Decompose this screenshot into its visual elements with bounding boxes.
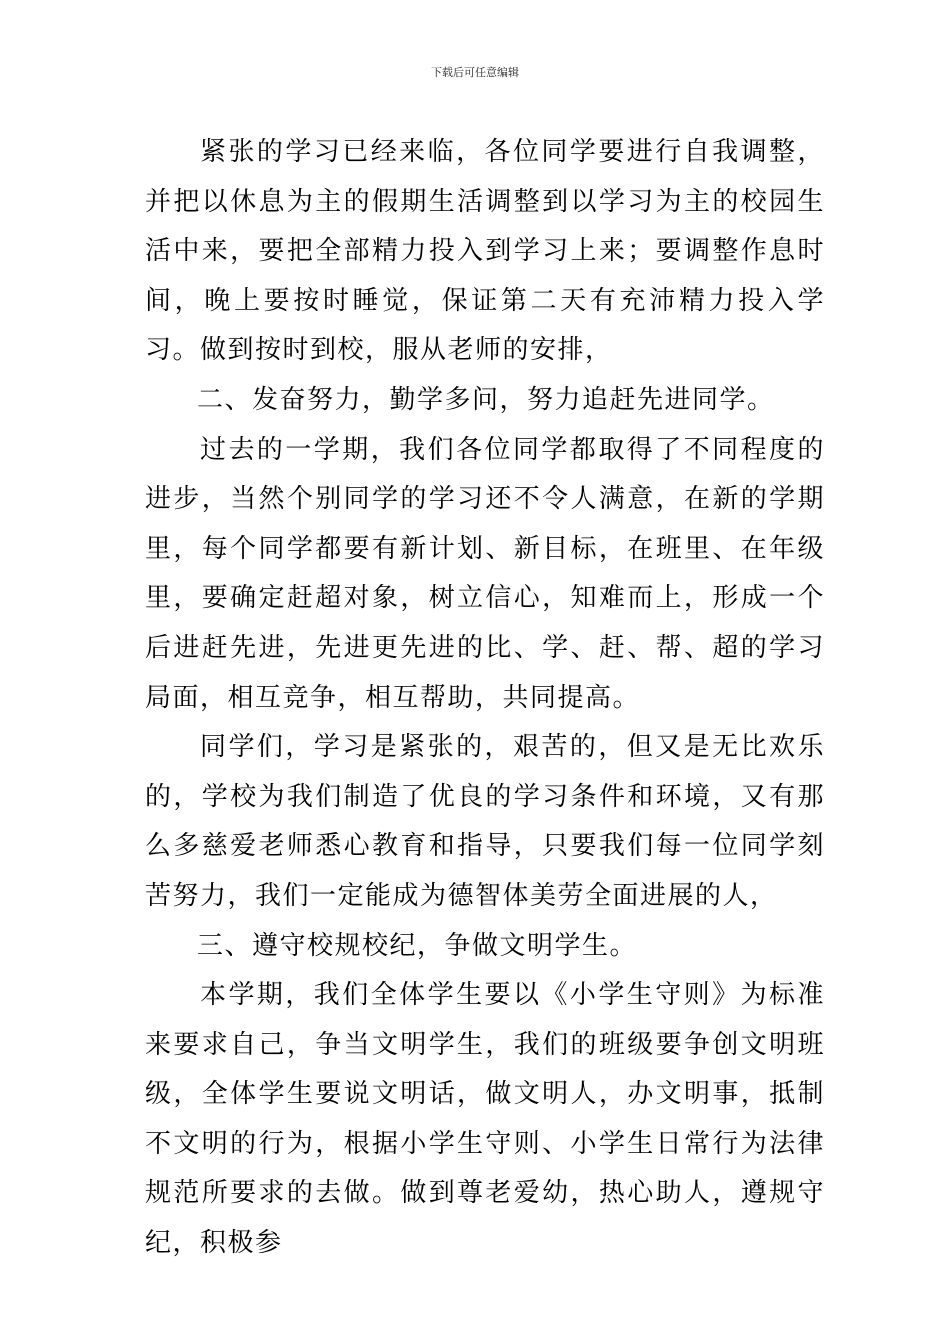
header-note: 下载后可任意编辑 <box>431 66 519 79</box>
paragraph-rules: 本学期，我们全体学生要以《小学生守则》为标准来要求自己，争当文明学生，我们的班级要争创文明班级，全体学生要说文明话，做文明人，办文明事，抵制不文明的行为，根据小学生守则、小学生日常行为法律规范所要求的去做。做到尊老爱幼，热心助人，遵规守纪，积极参 <box>145 980 825 1259</box>
paragraph-progress: 过去的一学期，我们各位同学都取得了不同程度的进步，当然个别同学的学习还不令人满意，在新的学期里，每个同学都要有新计划、新目标，在班里、在年级里，要确定赶超对象，树立信心，知难而上，形成一个后进赶先进，先进更先进的比、学、赶、帮、超的学习局面，相互竞争，相互帮助，共同提高。 <box>145 434 825 713</box>
paragraph-adjustment: 紧张的学习已经来临，各位同学要进行自我调整，并把以休息为主的假期生活调整到以学习为主的校园生活中来，要把全部精力投入到学习上来；要调整作息时间，晚上要按时睡觉，保证第二天有充沛精力投入学习。做到按时到校，服从老师的安排， <box>145 137 825 366</box>
paragraph-encouragement: 同学们，学习是紧张的，艰苦的，但又是无比欢乐的，学校为我们制造了优良的学习条件和环境，又有那么多慈爱老师悉心教育和指导，只要我们每一位同学刻苦努力，我们一定能成为德智体美劳全面进展的人， <box>145 732 825 911</box>
section-heading-two: 二、发奋努力，勤学多问，努力追赶先进同学。 <box>197 384 775 415</box>
body-text <box>145 128 825 1269</box>
section-heading-three: 三、遵守校规校纪，争做文明学生。 <box>197 930 638 961</box>
